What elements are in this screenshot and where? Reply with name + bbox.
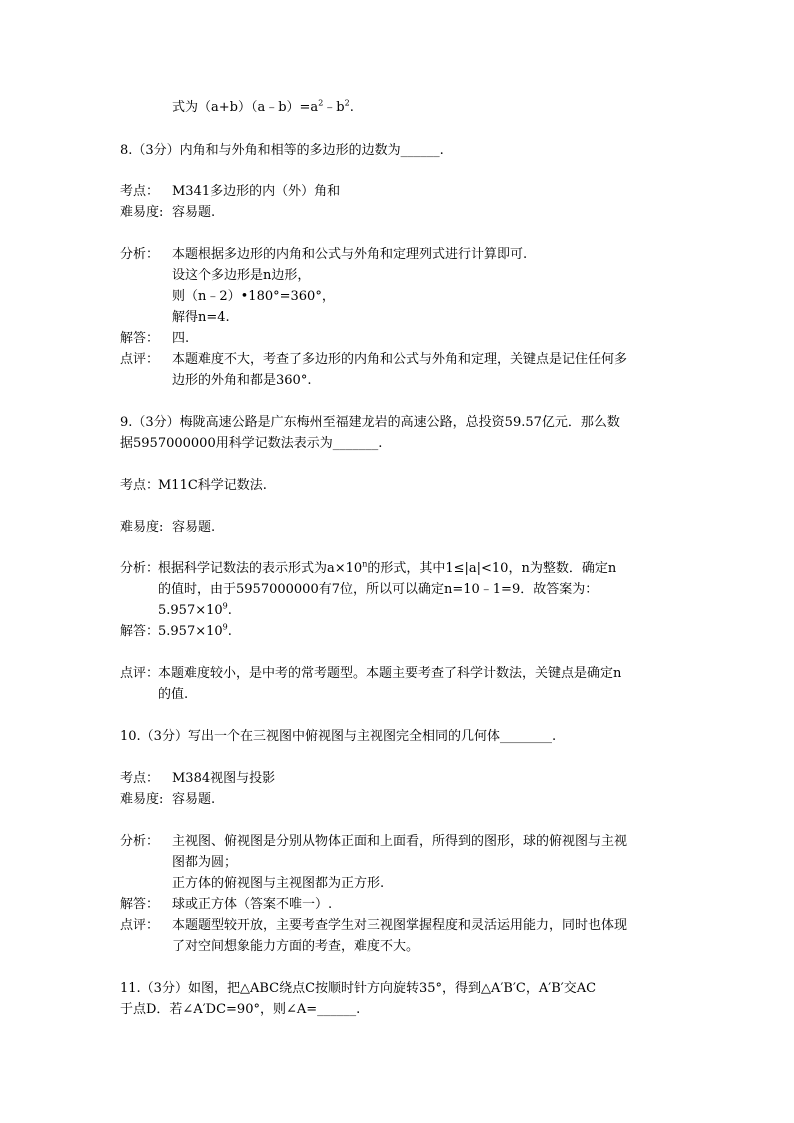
- q8-jieda-label: 解答：: [120, 331, 160, 346]
- q10-dianping-line: 本题题型较开放，主要考查学生对三视图掌握程度和灵活运用能力，同时也体现: [172, 918, 628, 933]
- q10-fenxi-line: 正方体的俯视图与主视图都为正方形.: [172, 876, 385, 891]
- q11-question-line: 于点D．若∠A′DC=90°，则∠A=______.: [120, 1002, 361, 1017]
- q9-kaodian: M11C科学记数法.: [158, 478, 267, 493]
- q9-fenxi-answer: 5.957×10: [158, 603, 223, 618]
- q9-fenxi-line-3: [158, 603, 232, 619]
- q8-dianping-line: 边形的外角和都是360°.: [172, 373, 312, 388]
- q9-question-line: 据5957000000用科学记数法表示为_______.: [120, 436, 383, 451]
- q8-fenxi-line: 设这个多边形是n边形，: [172, 268, 311, 283]
- q9-fenxi-answer-end: .: [227, 603, 232, 618]
- q9-jieda-text: 5.957×10: [158, 624, 223, 639]
- q10-jieda-label: 解答：: [120, 897, 160, 912]
- q9-dianping-line: 本题难度较小，是中考的常考题型。本题主要考查了科学计数法，关键点是确定n: [158, 666, 622, 681]
- q8-kaodian: M341多边形的内（外）角和: [172, 184, 341, 199]
- q8-fenxi-label: 分析：: [120, 247, 160, 262]
- q9-dianping-label: 点评：: [120, 666, 160, 681]
- q9-fenxi-text: 根据科学记数法的表示形式为a×10: [158, 561, 363, 576]
- q9-fenxi-text-rest: 的形式，其中1≤|a|<10，n为整数．确定n: [367, 561, 617, 576]
- q9-jieda: [158, 624, 232, 640]
- q9-difficulty-label: 难易度:: [120, 520, 164, 535]
- q10-difficulty-label: 难易度:: [120, 792, 164, 807]
- q10-question: 10.（3分）写出一个在三视图中俯视图与主视图完全相同的几何体________.: [120, 729, 557, 744]
- q10-difficulty: 容易题.: [172, 792, 216, 807]
- q8-dianping-line: 本题难度不大，考查了多边形的内角和公式与外角和定理，关键点是记住任何多: [172, 352, 628, 367]
- q8-fenxi-line: 则（n﹣2）•180°=360°，: [172, 289, 335, 304]
- q9-dianping-line: 的值.: [158, 687, 189, 702]
- q9-jieda-exponent: 9: [222, 622, 228, 632]
- q10-dianping-label: 点评：: [120, 918, 160, 933]
- q10-kaodian: M384视图与投影: [172, 771, 276, 786]
- q8-difficulty-label: 难易度:: [120, 205, 164, 220]
- q8-fenxi-line: 解得n=4.: [172, 310, 230, 325]
- formula-text: 式为（a+b）（a﹣b）=a: [172, 100, 319, 115]
- q9-fenxi-line-1: [158, 561, 616, 577]
- q10-fenxi-label: 分析：: [120, 834, 160, 849]
- formula-exponent: 2: [318, 98, 324, 108]
- q10-kaodian-label: 考点：: [120, 771, 160, 786]
- q11-question-line: 11.（3分）如图，把△ABC绕点C按顺时针方向旋转35°，得到△A′B′C，A′B′交AC: [120, 981, 597, 996]
- formula-line: [172, 100, 354, 116]
- q8-difficulty: 容易题.: [172, 205, 216, 220]
- q9-question-line: 9.（3分）梅陇高速公路是广东梅州至福建龙岩的高速公路，总投资59.57亿元．那么数: [120, 415, 620, 430]
- q8-dianping-label: 点评：: [120, 352, 160, 367]
- q9-fenxi-answer-exponent: 9: [222, 601, 228, 611]
- q9-kaodian-label: 考点：: [120, 478, 160, 493]
- q8-jieda: 四.: [172, 331, 190, 346]
- formula-text-mid: ﹣b: [323, 100, 345, 115]
- q8-question: 8.（3分）内角和与外角和相等的多边形的边数为______.: [120, 143, 444, 158]
- q8-fenxi-line: 本题根据多边形的内角和公式与外角和定理列式进行计算即可.: [172, 247, 528, 262]
- q9-fenxi-line-2: 的值时，由于5957000000有7位，所以可以确定n=10﹣1=9．故答案为：: [158, 582, 599, 597]
- formula-exponent-2: 2: [344, 98, 350, 108]
- q9-jieda-end: .: [227, 624, 232, 639]
- q10-jieda: 球或正方体（答案不唯一）.: [172, 897, 333, 912]
- q10-fenxi-line: 图都为圆；: [172, 855, 238, 870]
- q9-fenxi-label: 分析：: [120, 561, 160, 576]
- q10-dianping-line: 了对空间想象能力方面的考查，难度不大。: [172, 939, 420, 954]
- q9-jieda-label: 解答：: [120, 624, 160, 639]
- q9-difficulty: 容易题.: [172, 520, 216, 535]
- q8-kaodian-label: 考点：: [120, 184, 160, 199]
- formula-text-end: .: [349, 100, 354, 115]
- q10-fenxi-line: 主视图、俯视图是分别从物体正面和上面看，所得到的图形，球的俯视图与主视: [172, 834, 628, 849]
- q9-fenxi-exponent: n: [362, 559, 368, 569]
